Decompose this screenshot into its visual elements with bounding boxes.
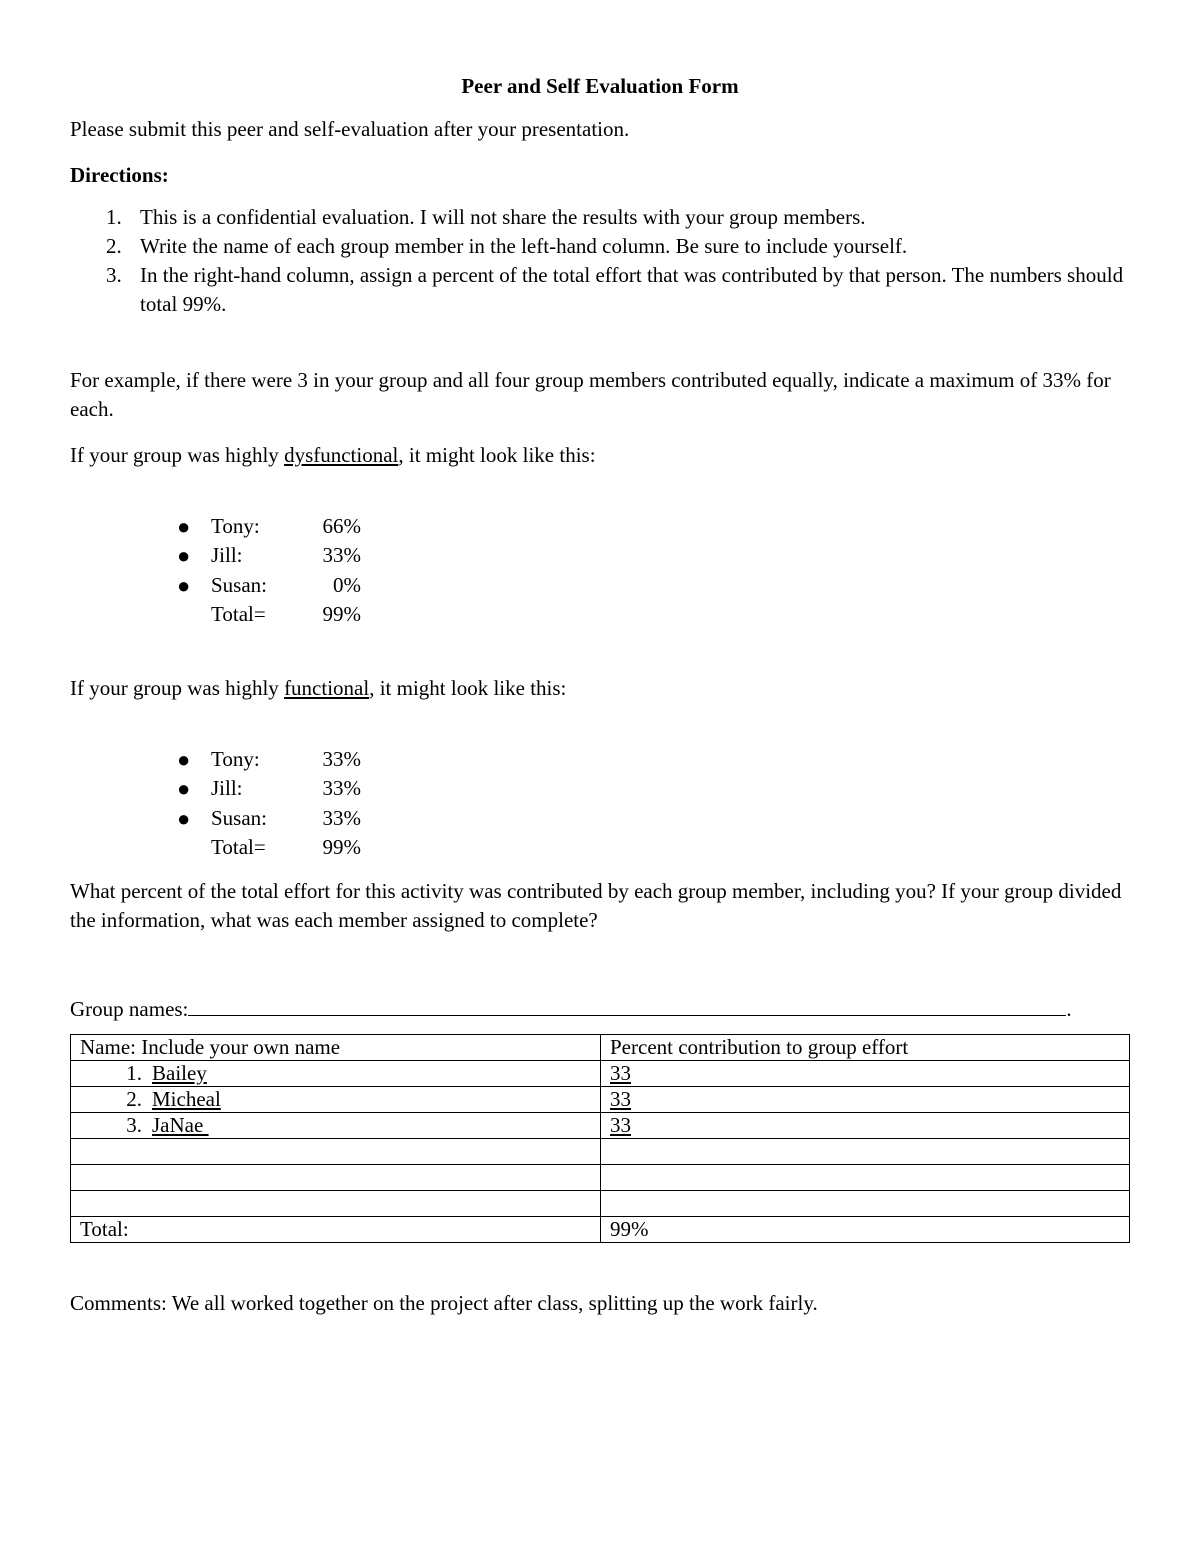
functional-suffix: , it might look like this: xyxy=(369,675,567,700)
bullet-icon: ● xyxy=(177,513,191,539)
total-label: Total= xyxy=(211,602,266,627)
list-total xyxy=(177,833,1130,863)
list-total xyxy=(177,600,1130,630)
list-item xyxy=(177,804,1130,834)
name-cell[interactable] xyxy=(71,1190,601,1216)
bullet-icon: ● xyxy=(177,776,191,802)
bullet-icon: ● xyxy=(177,746,191,772)
header-percent-cell: Percent contribution to group effort xyxy=(601,1034,1130,1060)
dysfunctional-prefix: If your group was highly xyxy=(70,442,285,467)
table-row-empty xyxy=(71,1138,1130,1164)
member-name: Micheal xyxy=(152,1086,221,1111)
member-percent: 33% xyxy=(322,805,361,830)
list-item xyxy=(177,745,1130,775)
member-name: Susan: xyxy=(211,805,268,830)
dysfunctional-keyword: dysfunctional xyxy=(284,442,399,467)
table-row xyxy=(71,1060,1130,1086)
table-row xyxy=(71,1112,1130,1138)
direction-text: Write the name of each group member in the left-hand column. Be sure to include yourself. xyxy=(140,233,908,258)
question-text: What percent of the total effort for this activity was contributed by each group member, including you? If your group divided the information, what was each member assigned to complete? xyxy=(70,878,1122,932)
member-name: JaNae xyxy=(152,1112,209,1137)
name-cell[interactable] xyxy=(71,1060,601,1086)
direction-item xyxy=(70,232,1130,261)
row-number: 1. xyxy=(126,1060,142,1085)
list-item xyxy=(177,512,1130,542)
direction-number: 3. xyxy=(106,262,122,287)
member-name: Tony: xyxy=(211,746,260,771)
list-item xyxy=(177,774,1130,804)
name-cell[interactable] xyxy=(71,1112,601,1138)
comments-text: Comments: We all worked together on the project after class, splitting up the work fairly. xyxy=(70,1290,818,1315)
example-text: For example, if there were 3 in your group and all four group members contributed equally, indicate a maximum of 33% for each. xyxy=(70,367,1111,421)
table-row-empty xyxy=(71,1190,1130,1216)
total-label: Total= xyxy=(211,835,266,860)
member-name: Tony: xyxy=(211,513,260,538)
member-name: Susan: xyxy=(211,572,268,597)
functional-keyword: functional xyxy=(284,675,370,700)
total-value-cell: 99% xyxy=(601,1216,1130,1242)
functional-prefix: If your group was highly xyxy=(70,675,285,700)
page-title: Peer and Self Evaluation Form xyxy=(461,74,739,98)
group-names-field[interactable] xyxy=(188,995,1066,1016)
directions-heading: Directions: xyxy=(70,162,169,187)
bullet-icon: ● xyxy=(177,805,191,831)
percent-cell[interactable] xyxy=(601,1190,1130,1216)
member-percent: 66% xyxy=(322,513,361,538)
member-name: Jill: xyxy=(211,543,243,568)
total-value: 99% xyxy=(322,602,361,627)
member-percent: 33 xyxy=(610,1086,631,1111)
member-percent: 33% xyxy=(322,746,361,771)
percent-cell[interactable] xyxy=(601,1138,1130,1164)
evaluation-form-page xyxy=(70,72,1130,1318)
member-percent: 0% xyxy=(333,572,361,597)
table-row xyxy=(71,1086,1130,1112)
member-percent: 33 xyxy=(610,1112,631,1137)
contribution-table xyxy=(70,1034,1130,1243)
bullet-icon: ● xyxy=(177,543,191,569)
member-name: Jill: xyxy=(211,776,243,801)
intro-text: Please submit this peer and self-evaluation after your presentation. xyxy=(70,116,630,141)
member-percent: 33% xyxy=(322,776,361,801)
directions-list xyxy=(70,203,1130,319)
direction-number: 1. xyxy=(106,204,122,229)
percent-cell[interactable] xyxy=(601,1112,1130,1138)
member-percent: 33 xyxy=(610,1060,631,1085)
member-name: Bailey xyxy=(152,1060,207,1085)
row-number: 2. xyxy=(126,1086,142,1111)
functional-intro xyxy=(70,674,1130,703)
percent-cell[interactable] xyxy=(601,1060,1130,1086)
percent-cell[interactable] xyxy=(601,1164,1130,1190)
dysfunctional-intro xyxy=(70,441,1130,470)
total-label-cell: Total: xyxy=(71,1216,601,1242)
dysfunctional-suffix: , it might look like this: xyxy=(398,442,596,467)
group-names-row xyxy=(70,995,1130,1024)
table-row-empty xyxy=(71,1164,1130,1190)
list-item xyxy=(177,541,1130,571)
total-value: 99% xyxy=(322,835,361,860)
group-names-end: . xyxy=(1066,996,1072,1021)
list-item xyxy=(177,571,1130,601)
dysfunctional-list xyxy=(70,512,1130,630)
name-cell[interactable] xyxy=(71,1138,601,1164)
functional-list xyxy=(70,745,1130,863)
header-name-cell: Name: Include your own name xyxy=(71,1034,601,1060)
name-cell[interactable] xyxy=(71,1164,601,1190)
bullet-icon: ● xyxy=(177,572,191,598)
group-names-label: Group names: xyxy=(70,996,189,1021)
row-number: 3. xyxy=(126,1112,142,1137)
member-percent: 33% xyxy=(322,543,361,568)
direction-item xyxy=(70,261,1130,319)
direction-text: This is a confidential evaluation. I will not share the results with your group members. xyxy=(140,204,866,229)
name-cell[interactable] xyxy=(71,1086,601,1112)
direction-number: 2. xyxy=(106,233,122,258)
direction-item xyxy=(70,203,1130,232)
table-header-row xyxy=(71,1034,1130,1060)
direction-text: In the right-hand column, assign a percent of the total effort that was contributed by that person. The numbers should total 99%. xyxy=(140,262,1124,316)
percent-cell[interactable] xyxy=(601,1086,1130,1112)
table-total-row xyxy=(71,1216,1130,1242)
